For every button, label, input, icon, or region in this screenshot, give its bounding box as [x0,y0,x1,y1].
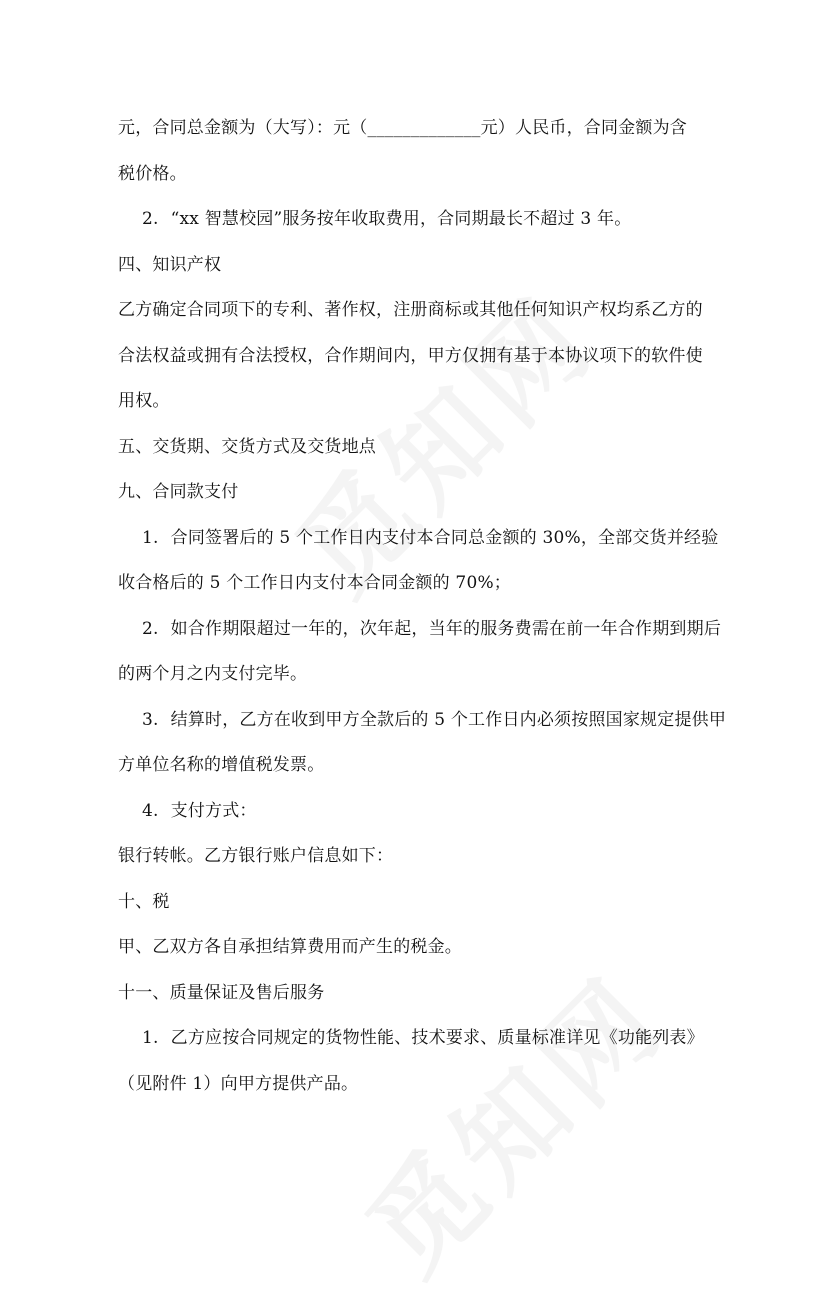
list-text: 支付方式： [170,800,257,821]
list-number: 2. [142,209,159,229]
paragraph-line: 元，合同总金额为（大写）：元（_____________元）人民币，合同金额为含 [118,118,687,138]
list-item [118,698,727,744]
section-heading: 四、知识产权 [118,254,222,275]
list-number: 1. [142,1028,159,1048]
list-number: 2. [142,618,159,639]
list-number: 3. [142,709,159,730]
paragraph-line: 合法权益或拥有合法授权，合作期间内，甲方仅拥有基于本协议项下的软件使 [118,345,703,366]
paragraph-line: 的两个月之内支付完毕。 [118,664,308,684]
paragraph-line: 方单位名称的增值税发票。 [118,755,325,775]
document-body [118,106,727,1107]
section-heading: 十一、质量保证及售后服务 [118,982,325,1003]
list-text: 结算时，乙方在收到甲方全款后的 5 个工作日内必须按照国家规定提供甲 [170,709,727,730]
list-text: 合同签署后的 5 个工作日内支付本合同总金额的 30%，全部交货并经验 [170,527,719,548]
paragraph-line: 乙方确定合同项下的专利、著作权，注册商标或其他任何知识产权均系乙方的 [118,300,703,320]
list-text: “xx 智慧校园”服务按年收取费用，合同期最长不超过 3 年。 [170,209,632,229]
list-text: 如合作期限超过一年的，次年起，当年的服务费需在前一年合作期到期后 [170,618,722,639]
list-item [118,789,718,835]
paragraph-line: （见附件 1）向甲方提供产品。 [118,1073,359,1094]
paragraph-line: 银行转帐。乙方银行账户信息如下： [118,846,394,866]
list-item [118,607,722,653]
list-item [118,1016,718,1062]
section-heading: 十、税 [118,891,170,912]
list-item [118,516,718,562]
paragraph-line: 收合格后的 5 个工作日内支付本合同金额的 70%； [118,573,512,593]
paragraph-line: 用权。 [118,391,170,411]
section-heading: 五、交货期、交货方式及交货地点 [118,436,376,457]
list-number: 1. [142,527,159,548]
section-heading: 九、合同款支付 [118,482,239,502]
paragraph-line: 税价格。 [118,163,187,184]
list-text: 乙方应按合同规定的货物性能、技术要求、质量标准详见《功能列表》 [170,1028,704,1048]
paragraph-line: 甲、乙双方各自承担结算费用而产生的税金。 [118,937,462,957]
list-item [118,197,718,243]
list-number: 4. [142,800,159,821]
